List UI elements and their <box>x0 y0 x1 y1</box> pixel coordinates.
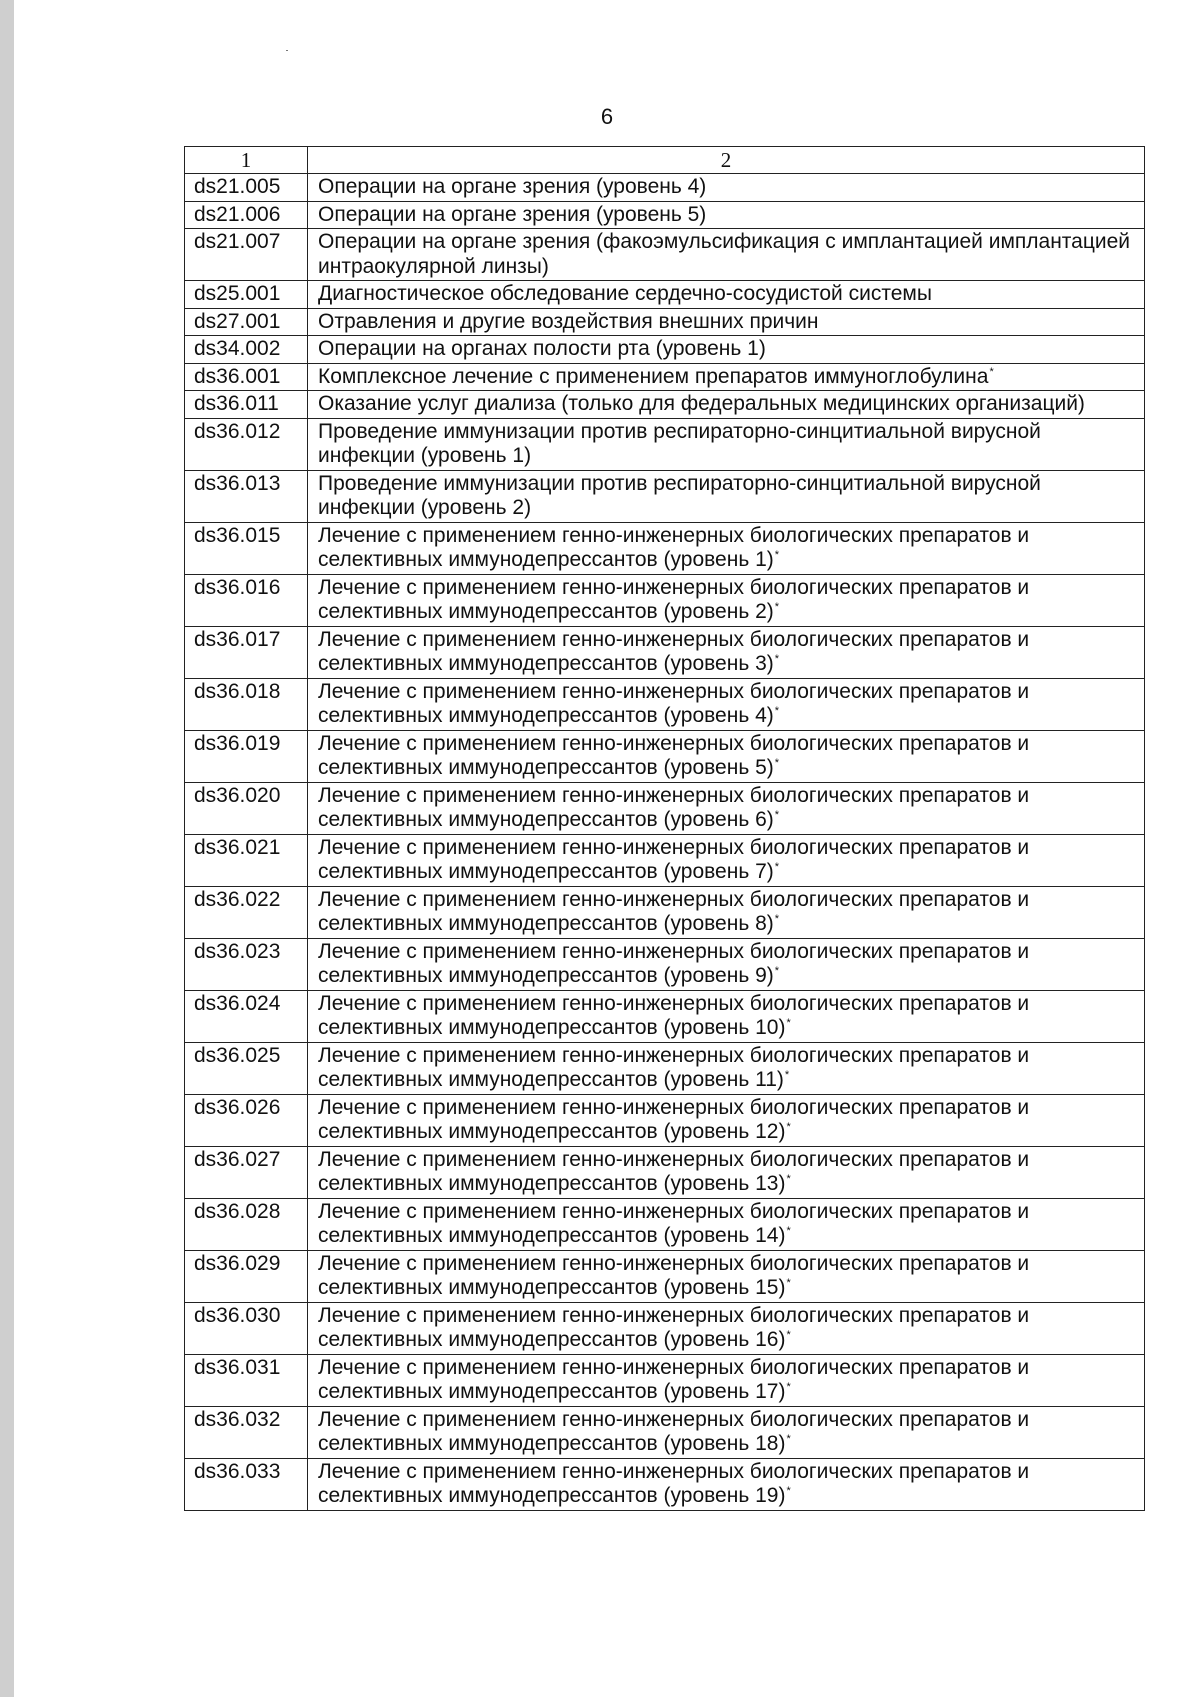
table-row <box>185 201 1145 229</box>
service-name: Диагностическое обследование сердечно-сосудистой системы <box>318 282 932 305</box>
code-cell: ds36.028 <box>185 1198 308 1250</box>
code-cell: ds27.001 <box>185 308 308 336</box>
code-cell: ds36.022 <box>185 886 308 938</box>
table-row <box>185 678 1145 730</box>
service-name: Лечение с применением генно-инженерных биологических препаратов и селективных иммунодепрессантов (уровень 12) <box>318 1095 1030 1143</box>
table-row <box>185 938 1145 990</box>
name-cell <box>308 938 1145 990</box>
service-name: Лечение с применением генно-инженерных биологических препаратов и селективных иммунодепрессантов (уровень 15) <box>318 1251 1030 1299</box>
service-name: Лечение с применением генно-инженерных биологических препаратов и селективных иммунодепрессантов (уровень 3) <box>318 627 1030 675</box>
footnote-mark: * <box>784 1069 790 1081</box>
code-cell: ds36.017 <box>185 626 308 678</box>
service-name: Лечение с применением генно-инженерных биологических препаратов и селективных иммунодепрессантов (уровень 19) <box>318 1459 1030 1507</box>
name-cell <box>308 336 1145 364</box>
table-header <box>185 147 1145 174</box>
code-cell: ds36.016 <box>185 574 308 626</box>
service-name: Лечение с применением генно-инженерных биологических препаратов и селективных иммунодепрессантов (уровень 2) <box>318 575 1030 623</box>
name-cell <box>308 626 1145 678</box>
service-name: Отравления и другие воздействия внешних причин <box>318 309 819 333</box>
name-cell <box>308 1302 1145 1354</box>
table-row <box>185 1354 1145 1406</box>
name-cell <box>308 1354 1145 1406</box>
table-row <box>185 391 1145 419</box>
table-row <box>185 1146 1145 1198</box>
code-cell: ds36.023 <box>185 938 308 990</box>
footnote-mark: * <box>774 549 780 561</box>
footnote-mark: * <box>786 1225 791 1237</box>
table-row <box>185 281 1145 309</box>
service-name: Лечение с применением генно-инженерных биологических препаратов и селективных иммунодепрессантов (уровень 18) <box>318 1407 1030 1455</box>
code-cell: ds36.029 <box>185 1250 308 1302</box>
footnote-mark: * <box>786 1381 791 1393</box>
column-header-2: 2 <box>308 147 1145 174</box>
code-cell: ds36.024 <box>185 990 308 1042</box>
footnote-mark: * <box>774 705 780 717</box>
table-row <box>185 834 1145 886</box>
service-name: Операции на органе зрения (уровень 5) <box>318 202 707 226</box>
service-name: Лечение с применением генно-инженерных биологических препаратов и селективных иммунодепрессантов (уровень 11) <box>318 1043 1030 1091</box>
name-cell <box>308 363 1145 391</box>
service-codes-table <box>184 146 1145 1511</box>
service-name: Лечение с применением генно-инженерных биологических препаратов и селективных иммунодепрессантов (уровень 7) <box>318 835 1030 883</box>
service-name: Лечение с применением генно-инженерных биологических препаратов и селективных иммунодепрессантов (уровень 9) <box>318 939 1030 987</box>
name-cell <box>308 391 1145 419</box>
header-row <box>185 147 1145 174</box>
code-cell: ds21.006 <box>185 201 308 229</box>
name-cell <box>308 834 1145 886</box>
table-row <box>185 1198 1145 1250</box>
table-row <box>185 730 1145 782</box>
service-name: Лечение с применением генно-инженерных биологических препаратов и селективных иммунодепрессантов (уровень 5) <box>318 731 1030 779</box>
footnote-mark: * <box>774 965 780 977</box>
table-body <box>185 174 1145 1511</box>
service-name: Лечение с применением генно-инженерных биологических препаратов и селективных иммунодепрессантов (уровень 13) <box>318 1147 1030 1195</box>
name-cell <box>308 1146 1145 1198</box>
code-cell: ds36.031 <box>185 1354 308 1406</box>
table-row <box>185 782 1145 834</box>
code-cell: ds36.026 <box>185 1094 308 1146</box>
table-row <box>185 1042 1145 1094</box>
code-cell: ds36.012 <box>185 418 308 470</box>
code-cell: ds36.020 <box>185 782 308 834</box>
service-name: Лечение с применением генно-инженерных биологических препаратов и селективных иммунодепрессантов (уровень 17) <box>318 1355 1030 1403</box>
footnote-mark: * <box>774 861 780 873</box>
code-cell: ds36.013 <box>185 470 308 522</box>
table-row <box>185 174 1145 202</box>
scan-speck <box>286 50 288 51</box>
code-cell: ds21.007 <box>185 229 308 281</box>
footnote-mark: * <box>786 1173 791 1185</box>
footnote-mark: * <box>786 1485 791 1497</box>
footnote-mark: * <box>786 1277 791 1289</box>
footnote-mark: * <box>774 757 780 769</box>
name-cell <box>308 1198 1145 1250</box>
table-row <box>185 363 1145 391</box>
document-page <box>14 0 1200 1697</box>
service-name: Операции на органах полости рта (уровень 1) <box>318 337 766 360</box>
name-cell <box>308 886 1145 938</box>
table-row <box>185 336 1145 364</box>
service-name: Лечение с применением генно-инженерных биологических препаратов и селективных иммунодепрессантов (уровень 6) <box>318 783 1030 831</box>
code-cell: ds36.018 <box>185 678 308 730</box>
code-cell: ds36.027 <box>185 1146 308 1198</box>
name-cell <box>308 678 1145 730</box>
name-cell <box>308 522 1145 574</box>
footnote-mark: * <box>774 653 780 665</box>
code-cell: ds21.005 <box>185 174 308 202</box>
table-row <box>185 522 1145 574</box>
page-number: 6 <box>600 104 614 129</box>
code-cell: ds36.030 <box>185 1302 308 1354</box>
service-name: Комплексное лечение с применением препаратов иммуноглобулина <box>318 364 989 388</box>
name-cell <box>308 1458 1145 1510</box>
column-header-1: 1 <box>185 147 308 174</box>
name-cell <box>308 1250 1145 1302</box>
name-cell <box>308 201 1145 229</box>
table-row <box>185 886 1145 938</box>
service-name: Оказание услуг диализа (только для федеральных медицинских организаций) <box>318 392 1085 415</box>
name-cell <box>308 281 1145 309</box>
service-name: Операции на органе зрения (уровень 4) <box>318 175 707 198</box>
table-row <box>185 470 1145 522</box>
footnote-mark: * <box>786 1329 791 1341</box>
name-cell <box>308 574 1145 626</box>
name-cell <box>308 418 1145 470</box>
code-cell: ds36.033 <box>185 1458 308 1510</box>
code-cell: ds36.025 <box>185 1042 308 1094</box>
name-cell <box>308 1406 1145 1458</box>
code-cell: ds36.011 <box>185 391 308 419</box>
table-row <box>185 1302 1145 1354</box>
service-name: Лечение с применением генно-инженерных биологических препаратов и селективных иммунодепрессантов (уровень 14) <box>318 1199 1030 1247</box>
name-cell <box>308 308 1145 336</box>
footnote-mark: * <box>774 601 780 613</box>
footnote-mark: * <box>786 1017 791 1029</box>
footnote-mark: * <box>786 1121 791 1133</box>
name-cell <box>308 730 1145 782</box>
footnote-mark: * <box>786 1433 791 1445</box>
name-cell <box>308 470 1145 522</box>
service-name: Лечение с применением генно-инженерных биологических препаратов и селективных иммунодепрессантов (уровень 10) <box>318 991 1030 1039</box>
table-row <box>185 418 1145 470</box>
code-cell: ds34.002 <box>185 336 308 364</box>
service-name: Лечение с применением генно-инженерных биологических препаратов и селективных иммунодепрессантов (уровень 1) <box>318 523 1030 571</box>
footnote-mark: * <box>774 809 780 821</box>
table-row <box>185 229 1145 281</box>
service-name: Проведение иммунизации против респираторно-синцитиальной вирусной инфекции (уровень 1) <box>318 419 1041 467</box>
footnote-mark: * <box>989 365 994 378</box>
service-name: Операции на органе зрения (факоэмульсификация с имплантацией имплантацией интраокулярной линзы) <box>318 230 1131 278</box>
service-name: Проведение иммунизации против респираторно-синцитиальной вирусной инфекции (уровень 2) <box>318 471 1041 519</box>
code-cell: ds36.001 <box>185 363 308 391</box>
code-cell: ds36.019 <box>185 730 308 782</box>
service-name: Лечение с применением генно-инженерных биологических препаратов и селективных иммунодепрессантов (уровень 4) <box>318 679 1030 727</box>
name-cell <box>308 174 1145 202</box>
table-row <box>185 1094 1145 1146</box>
name-cell <box>308 782 1145 834</box>
name-cell <box>308 229 1145 281</box>
code-cell: ds25.001 <box>185 281 308 309</box>
table-row <box>185 308 1145 336</box>
code-cell: ds36.032 <box>185 1406 308 1458</box>
footnote-mark: * <box>774 913 780 925</box>
code-cell: ds36.021 <box>185 834 308 886</box>
name-cell <box>308 990 1145 1042</box>
table-row <box>185 1250 1145 1302</box>
table-row <box>185 1458 1145 1510</box>
name-cell <box>308 1094 1145 1146</box>
service-name: Лечение с применением генно-инженерных биологических препаратов и селективных иммунодепрессантов (уровень 16) <box>318 1303 1030 1351</box>
service-name: Лечение с применением генно-инженерных биологических препаратов и селективных иммунодепрессантов (уровень 8) <box>318 887 1030 935</box>
table-row <box>185 1406 1145 1458</box>
name-cell <box>308 1042 1145 1094</box>
code-cell: ds36.015 <box>185 522 308 574</box>
table-row <box>185 626 1145 678</box>
table-row <box>185 574 1145 626</box>
table-row <box>185 990 1145 1042</box>
